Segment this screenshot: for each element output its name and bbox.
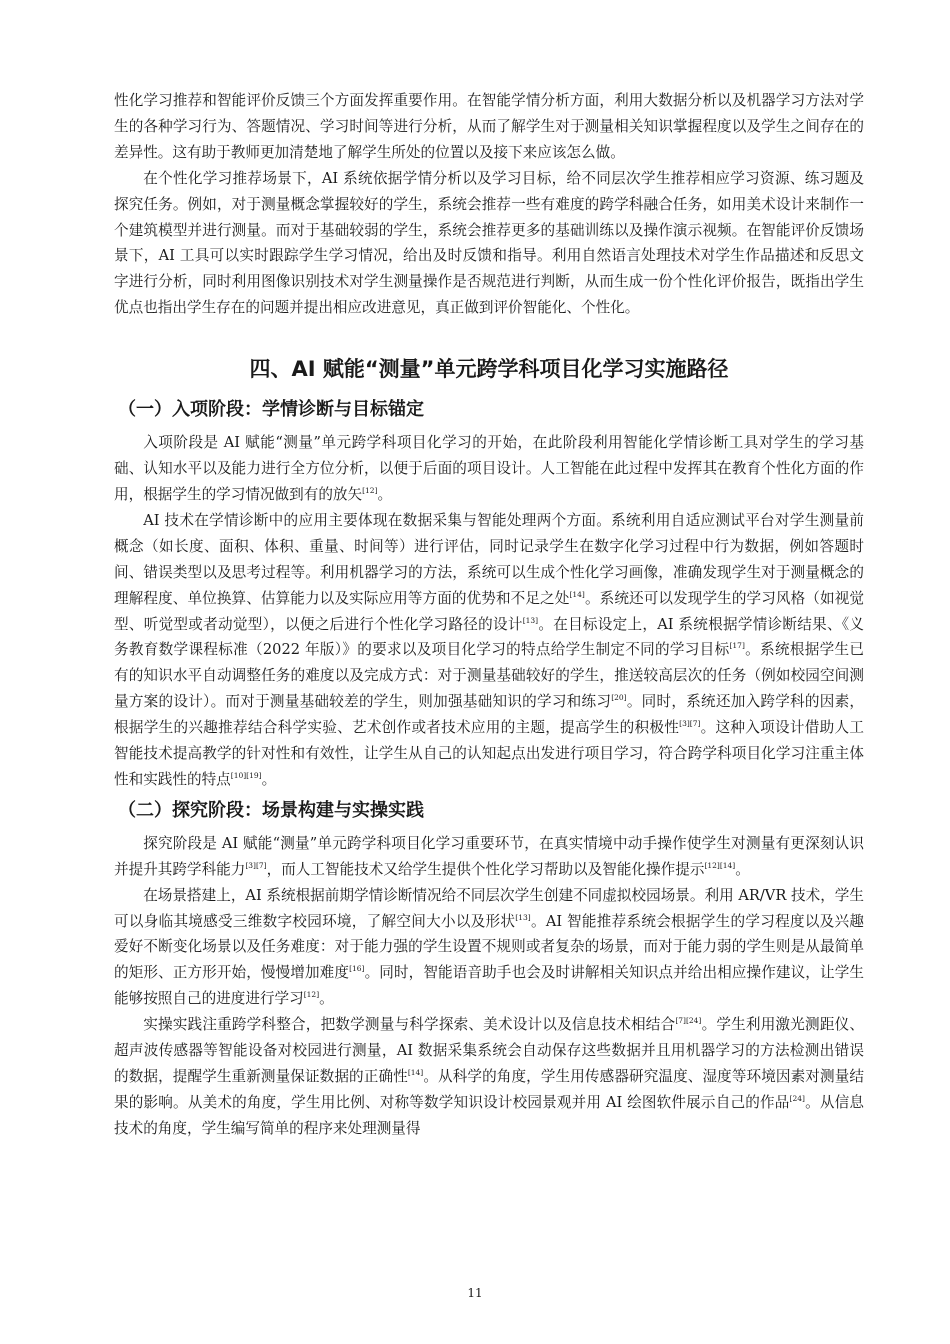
- paragraph: 在场景搭建上，AI 系统根据前期学情诊断情况给不同层次学生创建不同虚拟校园场景。利用 AR/VR 技术，学生可以身临其境感受三维数字校园环境，了解空间大小以及形状[13]。AI 智能推荐系统会根据学生的学习程度以及兴趣爱好不断变化场景以及任务难度：对于能力强的学生设置不规则或者复杂的场景，而对于能力弱的学生则是从最简单的矩形、正方形开始，慢慢增加难度[16]。同时，智能语音助手也会及时讲解相关知识点并给出相应操作建议，让学生能够按照自己的进度进行学习[12]。: [114, 886, 864, 1008]
- citation: [13]: [522, 615, 539, 625]
- paragraph: 在个性化学习推荐场景下，AI 系统依据学情分析以及学习目标，给不同层次学生推荐相应学习资源、练习题及探究任务。例如，对于测量概念掌握较好的学生，系统会推荐一些有难度的跨学科融合任务，如用美术设计来制作一个建筑模型并进行测量。而对于基础较弱的学生，系统会推荐更多的基础训练以及操作演示视频。在智能评价反馈场景下，AI 工具可以实时跟踪学生学习情况，给出及时反馈和指导。利用自然语言处理技术对学生作品描述和反思文字进行分析，同时利用图像识别技术对学生测量操作是否规范进行判断，从而生成一份个性化评价报告，既指出学生优点也指出学生存在的问题并提出相应改进意见，真正做到评价智能化、个性化。: [114, 169, 864, 317]
- citation: [10][19]: [230, 770, 262, 780]
- paragraph: 探究阶段是 AI 赋能“测量”单元跨学科项目化学习重要环节，在真实情境中动手操作使学生对测量有更深刻认识并提升其跨学科能力[3][7]，而人工智能技术又给学生提供个性化学习帮助以及智能化操作提示[12][14]。: [114, 834, 864, 878]
- citation: [14]: [407, 1068, 424, 1077]
- citation: [13]: [515, 912, 531, 922]
- citation: [12]: [362, 485, 378, 495]
- citation: [3][7]: [679, 719, 701, 729]
- section-title: 四、AI 赋能“测量”单元跨学科项目化学习实施路径: [249, 357, 729, 382]
- paragraph: 实操实践注重跨学科整合，把数学测量与科学探索、美术设计以及信息技术相结合[7][24]。学生利用激光测距仪、超声波传感器等智能设备对校园进行测量，AI 数据采集系统会自动保存这些数据并且用机器学习的方法检测出错误的数据，提醒学生重新测量保证数据的正确性[14]。从科学的角度，学生用传感器研究温度、湿度等环境因素对测量结果的影响。从美术的角度，学生用比例、对称等数学知识设计校园景观并用 AI 绘图软件展示自己的作品[24]。从信息技术的角度，学生编写简单的程序来处理测量得: [114, 1016, 864, 1137]
- citation: [3][7]: [245, 860, 267, 870]
- paragraph: 性化学习推荐和智能评价反馈三个方面发挥重要作用。在智能学情分析方面，利用大数据分析以及机器学习方法对学生的各种学习行为、答题情况、学习时间等进行分析，从而了解学生对于测量相关知识掌握程度以及学生之间存在的差异性。这有助于教师更加清楚地了解学生所处的位置以及接下来应该怎么做。: [114, 92, 864, 161]
- page-number: 11: [467, 1286, 483, 1300]
- citation: [14]: [569, 589, 585, 599]
- citation: [16]: [349, 964, 365, 974]
- citation: [24]: [789, 1093, 805, 1103]
- paragraph: AI 技术在学情诊断中的应用主要体现在数据采集与智能处理两个方面。系统利用自适应测试平台对学生测量前概念（如长度、面积、体积、重量、时间等）进行评估，同时记录学生在数字化学习过程中行为数据，例如答题时间、错误类型以及思考过程等。利用机器学习的方法，系统可以生成个性化学习画像，准确发现学生对于测量概念的理解程度、单位换算、估算能力以及实际应用等方面的优势和不足之处[14]。系统还可以发现学生的学习风格（如视觉型、听觉型或者动觉型），以便之后进行个性化学习路径的设计[13]。在目标设定上，AI 系统根据学情诊断结果、《义务教育数学课程标准（2022 年版）》的要求以及项目化学习的特点给学生制定不同的学习目标[17]。系统根据学生已有的知识水平自动调整任务的难度以及完成方式：对于测量基础较好的学生，推送较高层次的任务（例如校园空间测量方案的设计）。而对于测量基础较差的学生，则加强基础知识的学习和练习[20]。同时，系统还加入跨学科的因素，根据学生的兴趣推荐结合科学实验、艺术创作或者技术应用的主题，提高学生的积极性[3][7]。这种入项设计借助人工智能技术提高教学的针对性和有效性，让学生从自己的认知起点出发进行项目学习，符合跨学科项目化学习注重主体性和实践性的特点[10][19]。: [114, 511, 864, 788]
- citation: [17]: [729, 641, 745, 651]
- citation: [7][24]: [675, 1016, 702, 1026]
- citation: [12]: [303, 990, 320, 1000]
- citation: [20]: [611, 693, 627, 703]
- paragraph: 入项阶段是 AI 赋能“测量”单元跨学科项目化学习的开始，在此阶段利用智能化学情诊断工具对学生的学习基础、认知水平以及能力进行全方位分析，以便于后面的项目设计。人工智能在此过程中发挥其在教育个性化方面的作用，根据学生的学习情况做到有的放矢[12]。: [114, 434, 864, 503]
- document-page: [114, 88, 864, 1142]
- subsection-title: （一）入项阶段：学情诊断与目标锚定: [118, 399, 424, 421]
- subsection-title: （二）探究阶段：场景构建与实操实践: [118, 799, 424, 821]
- citation: [12][14]: [704, 860, 736, 870]
